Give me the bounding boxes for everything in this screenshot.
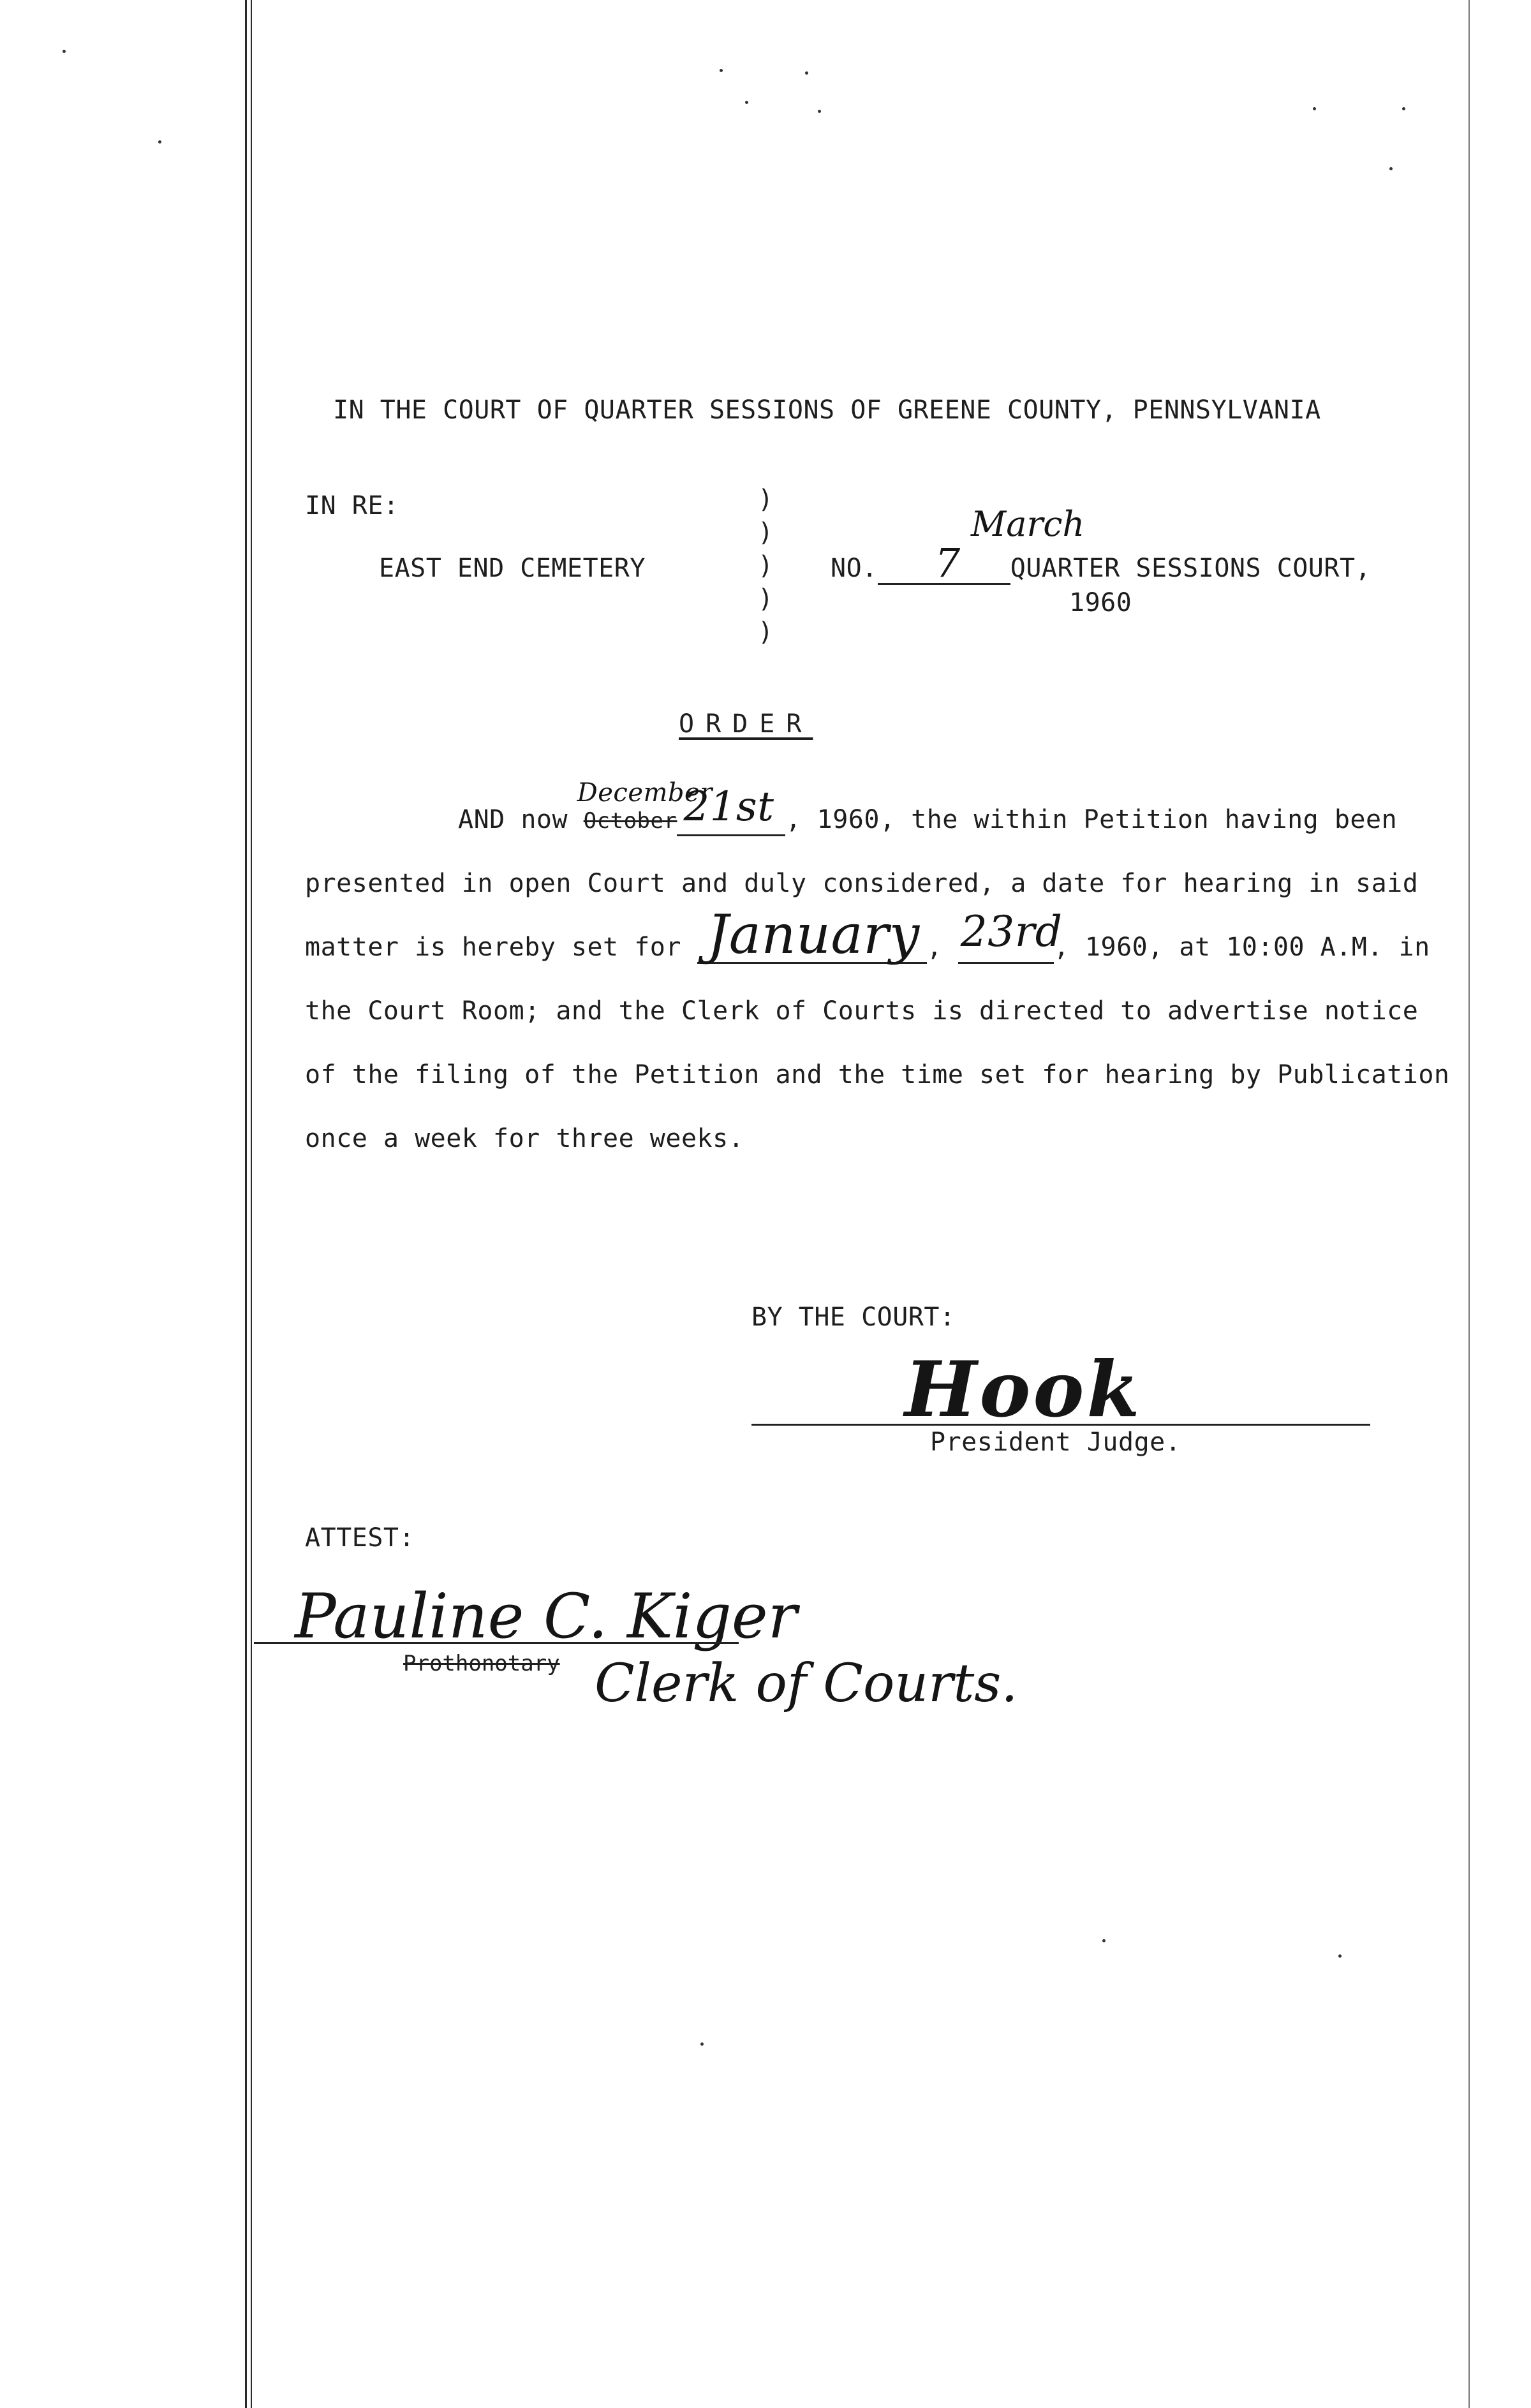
body-line-1: [458, 778, 1398, 836]
caption-bracket: ): [758, 485, 774, 514]
scan-speck: [1313, 107, 1316, 110]
body-line-4: the Court Room; and the Clerk of Courts is directed to advertise notice: [305, 996, 1419, 1026]
hearing-day-blank: [958, 907, 1063, 964]
body-line-3: [305, 903, 1430, 966]
order-title: ORDER: [679, 709, 813, 739]
month-handwritten: December: [577, 778, 713, 808]
case-number-blank: [878, 540, 1010, 586]
case-number-line: [831, 540, 1372, 586]
court-heading: IN THE COURT OF QUARTER SESSIONS OF GREENE COUNTY, PENNSYLVANIA: [333, 395, 1321, 425]
caption-bracket: ): [758, 584, 774, 614]
body-line-6: once a week for three weeks.: [305, 1124, 744, 1153]
judge-title: President Judge.: [930, 1428, 1181, 1457]
body-line-3-end: , 1960, at 10:00 A.M. in: [1053, 933, 1430, 962]
clerk-signature-line: [254, 1642, 739, 1644]
hearing-month-handwritten: January: [707, 903, 920, 966]
party-name: EAST END CEMETERY: [379, 554, 646, 583]
scan-speck: [1338, 1954, 1342, 1958]
scan-speck: [805, 71, 808, 75]
scan-speck: [745, 101, 748, 104]
scan-speck: [1389, 167, 1393, 170]
clerk-title-handwritten: Clerk of Courts.: [595, 1653, 1018, 1714]
judge-signature-line: [751, 1424, 1370, 1426]
hearing-month-blank: [697, 903, 927, 966]
in-re-label: IN RE:: [305, 491, 399, 521]
caption-bracket: ): [758, 518, 774, 547]
scan-speck: [818, 110, 821, 113]
scan-speck: [1102, 1939, 1106, 1942]
margin-rule-left-2: [251, 0, 252, 2408]
by-the-court-label: BY THE COURT:: [751, 1303, 956, 1332]
scan-speck: [158, 140, 161, 144]
day-handwritten: 21st: [683, 783, 774, 831]
attest-label: ATTEST:: [305, 1523, 415, 1553]
no-label: NO.: [831, 554, 878, 583]
case-number-handwritten: 7: [935, 540, 961, 586]
caption-bracket: ): [758, 617, 774, 647]
scan-speck: [63, 50, 66, 53]
scan-speck: [700, 2042, 704, 2046]
court-label: QUARTER SESSIONS COURT,: [1010, 554, 1372, 583]
body-line-3-start: matter is hereby set for: [305, 933, 681, 962]
body-line-2: presented in open Court and duly considered, a date for hearing in said: [305, 869, 1419, 898]
judge-signature: Hook: [905, 1345, 1143, 1435]
struck-month: October: [583, 808, 677, 834]
body-line-1-rest: , 1960, the within Petition having been: [785, 805, 1398, 834]
and-now-text: AND now: [458, 805, 568, 834]
body-line-5: of the filing of the Petition and the time set for hearing by Publication: [305, 1060, 1450, 1090]
scan-speck: [720, 69, 723, 72]
hearing-day-handwritten: 23rd: [960, 907, 1063, 956]
margin-rule-left-1: [245, 0, 247, 2408]
caption-bracket: ): [758, 551, 774, 580]
struck-clerk-title: Prothonotary: [403, 1651, 560, 1676]
body-line-3-comma: ,: [926, 933, 943, 962]
term-year: 1960: [1069, 588, 1132, 617]
scan-speck: [1402, 107, 1405, 110]
margin-rule-right: [1468, 0, 1470, 2408]
day-blank: [677, 783, 785, 836]
term-handwritten: March: [971, 504, 1085, 544]
clerk-signature: Pauline C. Kiger: [295, 1581, 797, 1652]
